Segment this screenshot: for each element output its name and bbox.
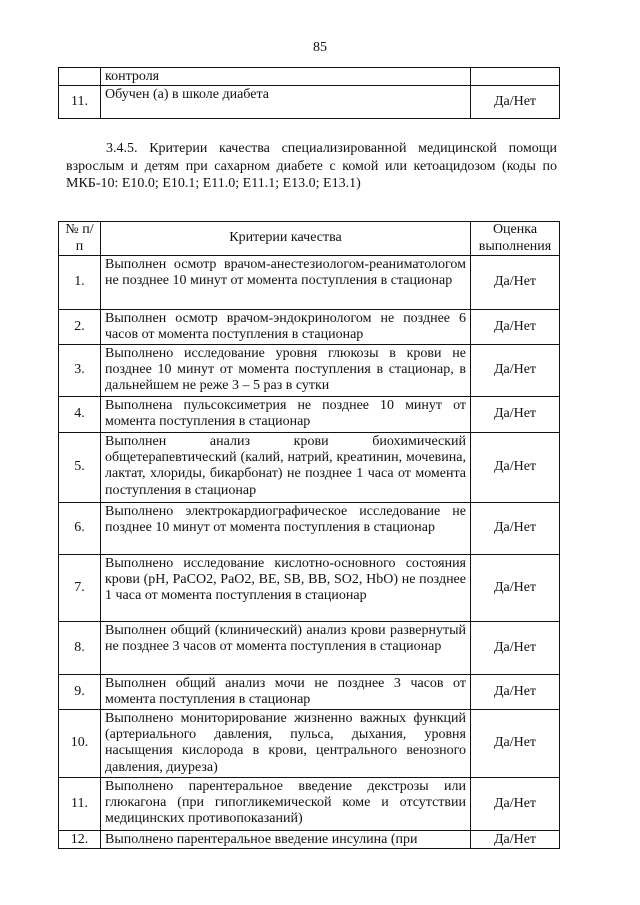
- row-number: 4.: [59, 397, 101, 433]
- row-criterion: Выполнено исследование уровня глюкозы в крови не позднее 10 минут от момента поступления в стационар, в дальнейшем не реже 3 – 5 раз в сутки: [101, 345, 471, 397]
- row-number: 8.: [59, 622, 101, 675]
- header-criterion: Критерии качества: [101, 222, 471, 256]
- row-criterion: Обучен (а) в школе диабета: [101, 86, 471, 119]
- table-row: [59, 310, 560, 345]
- row-criterion: Выполнена пульсоксиметрия не позднее 10 минут от момента поступления в стационар: [101, 397, 471, 433]
- table-row: [59, 778, 560, 831]
- table-row: [59, 86, 560, 119]
- table-row: [59, 256, 560, 310]
- table-row: [59, 622, 560, 675]
- row-criterion: Выполнено парентеральное введение декстрозы или глюкагона (при гипогликемической коме и отсутствии медицинских противопоказаний): [101, 778, 471, 831]
- row-result: Да/Нет: [471, 345, 560, 397]
- row-criterion: Выполнено электрокардиографическое исследование не позднее 10 минут от момента поступления в стационар: [101, 503, 471, 555]
- row-number: 11.: [59, 778, 101, 831]
- row-result: [471, 68, 560, 86]
- row-result: Да/Нет: [471, 555, 560, 622]
- row-result: Да/Нет: [471, 778, 560, 831]
- table-row: [59, 675, 560, 710]
- row-number: 10.: [59, 710, 101, 778]
- row-number: 7.: [59, 555, 101, 622]
- table-row: [59, 503, 560, 555]
- row-result: Да/Нет: [471, 433, 560, 503]
- row-number: 6.: [59, 503, 101, 555]
- table-row: [59, 433, 560, 503]
- row-number: 2.: [59, 310, 101, 345]
- row-criterion: Выполнен осмотр врачом-анестезиологом-реаниматологом не позднее 10 минут от момента поступления в стационар: [101, 256, 471, 310]
- row-result: Да/Нет: [471, 831, 560, 849]
- table-row: [59, 555, 560, 622]
- row-result: Да/Нет: [471, 86, 560, 119]
- row-result: Да/Нет: [471, 256, 560, 310]
- row-criterion: Выполнен общий анализ мочи не позднее 3 часов от момента поступления в стационар: [101, 675, 471, 710]
- row-number: 5.: [59, 433, 101, 503]
- section-heading: [66, 140, 557, 193]
- row-number: 11.: [59, 86, 101, 119]
- row-criterion: Выполнено исследование кислотно-основного состояния крови (pH, PaCO2, PaO2, BE, SB, BB, SO2, HbO) не позднее 1 часа от момента поступления в стационар: [101, 555, 471, 622]
- section-text: 3.4.5. Критерии качества специализированной медицинской помощи взрослым и детям при сахарном диабете с комой или кетоацидозом (коды по МКБ-10: Е10.0; Е10.1; Е11.0; Е11.1; Е13.0; Е13.1): [66, 141, 557, 191]
- table-row: [59, 397, 560, 433]
- row-criterion: Выполнено парентеральное введение инсулина (при: [101, 831, 471, 849]
- header-result: Оценка выполнения: [471, 222, 560, 256]
- row-criterion: контроля: [101, 68, 471, 86]
- row-result: Да/Нет: [471, 710, 560, 778]
- table-header-row: [59, 222, 560, 256]
- table-row: [59, 68, 560, 86]
- table-row: [59, 345, 560, 397]
- continued-criteria-table: [58, 67, 560, 119]
- row-result: Да/Нет: [471, 503, 560, 555]
- row-criterion: Выполнен общий (клинический) анализ крови развернутый не позднее 3 часов от момента поступления в стационар: [101, 622, 471, 675]
- row-result: Да/Нет: [471, 397, 560, 433]
- row-result: Да/Нет: [471, 622, 560, 675]
- row-number: 12.: [59, 831, 101, 849]
- row-criterion: Выполнен анализ крови биохимический общетерапевтический (калий, натрий, креатинин, мочевина, лактат, хлориды, бикарбонат) не позднее 1 часа от момента поступления в стационар: [101, 433, 471, 503]
- row-result: Да/Нет: [471, 675, 560, 710]
- row-criterion: Выполнено мониторирование жизненно важных функций (артериального давления, пульса, дыхания, уровня насыщения кислорода в крови, центрального венозного давления, диуреза): [101, 710, 471, 778]
- row-number: [59, 68, 101, 86]
- row-number: 9.: [59, 675, 101, 710]
- quality-criteria-table: [58, 221, 560, 849]
- table-row: [59, 710, 560, 778]
- row-number: 3.: [59, 345, 101, 397]
- row-criterion: Выполнен осмотр врачом-эндокринологом не позднее 6 часов от момента поступления в стационар: [101, 310, 471, 345]
- page-number: 85: [313, 40, 327, 55]
- row-result: Да/Нет: [471, 310, 560, 345]
- table-row: [59, 831, 560, 849]
- header-num: № п/п: [59, 222, 101, 256]
- row-number: 1.: [59, 256, 101, 310]
